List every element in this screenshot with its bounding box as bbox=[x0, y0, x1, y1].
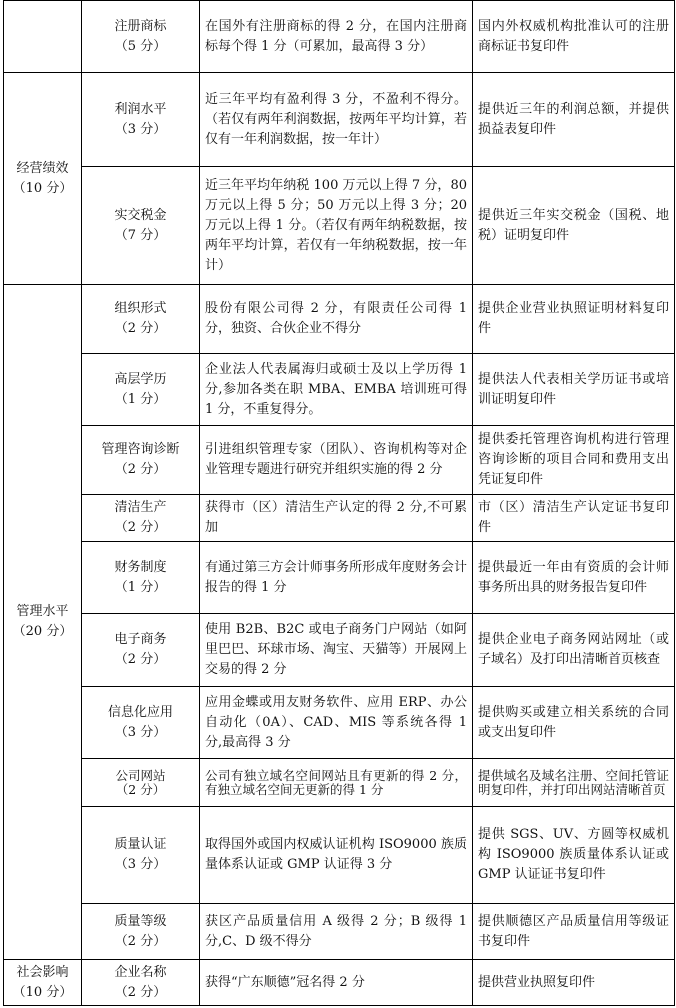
item-points: （2 分） bbox=[115, 781, 166, 797]
table-row bbox=[4, 285, 675, 354]
criteria-cell: 企业法人代表属海归或硕士及以上学历得 1 分,参加各类在职 MBA、EMBA 培训班可得 1 分，不重复得分。 bbox=[200, 354, 473, 426]
item-cell bbox=[82, 426, 200, 495]
item-points: （2 分） bbox=[114, 321, 167, 336]
item-name: 财务制度 bbox=[114, 559, 167, 575]
table-row bbox=[4, 73, 675, 167]
category-cell-empty bbox=[4, 1, 82, 73]
item-cell bbox=[82, 167, 200, 285]
item-points: （3 分） bbox=[114, 724, 167, 740]
table-row bbox=[4, 807, 675, 904]
evidence-cell: 提供顺德区产品质量信用等级证书复印件 bbox=[473, 904, 675, 960]
item-name: 清洁生产 bbox=[114, 500, 167, 515]
table-row bbox=[4, 1, 675, 73]
item-cell bbox=[82, 759, 200, 807]
criteria-cell: 在国外有注册商标的得 2 分，在国内注册商标每个得 1 分（可累加，最高得 3 分） bbox=[200, 1, 473, 73]
item-name: 公司网站 bbox=[115, 767, 166, 783]
criteria-cell: 有通过第三方会计师事务所形成年度财务会计报告的得 1 分 bbox=[200, 542, 473, 614]
item-name: 高层学历 bbox=[114, 371, 167, 387]
item-points: （2 分） bbox=[114, 652, 167, 667]
criteria-cell: 近三年平均年纳税 100 万元以上得 7 分，80 万元以上得 5 分；50 万元以上得 3 分；20 万元以上得 1 分。（若仅有两年纳税数据，按两年平均计算，若仅有一年纳税数据，按一年计） bbox=[200, 167, 473, 285]
section-name: 管理水平 bbox=[16, 604, 69, 619]
evidence-cell: 提供法人代表相关学历证书或培训证明复印件 bbox=[473, 354, 675, 426]
evidence-cell: 提供近三年实交税金（国税、地税）证明复印件 bbox=[473, 167, 675, 285]
item-points: （2 分） bbox=[114, 520, 167, 535]
criteria-cell: 获区产品质量信用 A 级得 2 分；B 级得 1 分,C、D 级不得分 bbox=[200, 904, 473, 960]
table-row bbox=[4, 687, 675, 759]
criteria-cell: 应用金蝶或用友财务软件、应用 ERP、办公自动化（0A）、CAD、MIS 等系统各得 1 分,最高得 3 分 bbox=[200, 687, 473, 759]
item-name: 注册商标 bbox=[114, 18, 167, 34]
evidence-cell: 提供购买或建立相关系统的合同或支出复印件 bbox=[473, 687, 675, 759]
item-cell bbox=[82, 904, 200, 960]
item-cell bbox=[82, 807, 200, 904]
table-row bbox=[4, 614, 675, 687]
item-cell bbox=[82, 73, 200, 167]
item-cell bbox=[82, 354, 200, 426]
item-name: 质量等级 bbox=[114, 913, 167, 929]
item-name: 实交税金 bbox=[114, 207, 167, 223]
criteria-cell: 公司有独立域名空间网站且有更新的得 2 分，有独立域名空间无更新的得 1 分 bbox=[200, 759, 473, 807]
table-row bbox=[4, 426, 675, 495]
evidence-cell: 提供企业营业执照证明材料复印件 bbox=[473, 285, 675, 354]
item-name: 管理咨询诊断 bbox=[101, 442, 180, 457]
item-points: （2 分） bbox=[114, 462, 167, 477]
section-score: （10 分） bbox=[12, 984, 73, 1000]
item-cell bbox=[82, 614, 200, 687]
table-row bbox=[4, 354, 675, 426]
item-name: 利润水平 bbox=[114, 101, 167, 117]
criteria-cell: 使用 B2B、B2C 或电子商务门户网站（如阿里巴巴、环球市场、淘宝、天猫等）开展网上交易的得 2 分 bbox=[200, 614, 473, 687]
item-points: （3 分） bbox=[114, 121, 167, 137]
table-row bbox=[4, 495, 675, 542]
item-points: （2 分） bbox=[114, 984, 167, 1000]
evidence-cell: 提供 SGS、UV、方圆等权威机构 ISO9000 族质量体系认证或 GMP 认证证书复印件 bbox=[473, 807, 675, 904]
table-row bbox=[4, 167, 675, 285]
evidence-cell: 提供营业执照复印件 bbox=[473, 960, 675, 1006]
table-row bbox=[4, 904, 675, 960]
scoring-table bbox=[3, 0, 675, 1006]
section-score: （10 分） bbox=[12, 180, 73, 196]
item-points: （3 分） bbox=[114, 857, 167, 872]
evidence-cell: 提供域名及域名注册、空间托管证明复印件，并打印出网站清晰首页 bbox=[473, 759, 675, 807]
criteria-cell: 获得市（区）清洁生产认定的得 2 分,不可累加 bbox=[200, 495, 473, 542]
item-cell bbox=[82, 687, 200, 759]
table-row bbox=[4, 759, 675, 807]
evidence-cell: 提供近三年的利润总额，并提供损益表复印件 bbox=[473, 73, 675, 167]
item-points: （1 分） bbox=[114, 579, 167, 595]
item-name: 组织形式 bbox=[114, 301, 167, 316]
item-name: 企业名称 bbox=[114, 964, 167, 980]
criteria-cell: 股份有限公司得 2 分，有限责任公司得 1 分，独资、合伙企业不得分 bbox=[200, 285, 473, 354]
item-points: （5 分） bbox=[114, 38, 167, 54]
item-name: 电子商务 bbox=[114, 632, 167, 647]
criteria-cell: 近三年平均有盈利得 3 分，不盈利不得分。（若仅有两年利润数据，按两年平均计算，若仅有一年利润数据，按一年计） bbox=[200, 73, 473, 167]
table-row bbox=[4, 960, 675, 1006]
section-management bbox=[4, 285, 82, 960]
evidence-cell: 市（区）清洁生产认定证书复印件 bbox=[473, 495, 675, 542]
criteria-cell: 获得“广东顺德”冠名得 2 分 bbox=[200, 960, 473, 1006]
section-social bbox=[4, 960, 82, 1006]
section-name: 经营绩效 bbox=[16, 160, 69, 176]
item-points: （1 分） bbox=[114, 391, 167, 407]
evidence-cell: 提供最近一年由有资质的会计师事务所出具的财务报告复印件 bbox=[473, 542, 675, 614]
item-cell bbox=[82, 285, 200, 354]
section-business bbox=[4, 73, 82, 285]
section-name: 社会影响 bbox=[16, 964, 69, 980]
item-cell bbox=[82, 542, 200, 614]
evidence-cell: 提供企业电子商务网站网址（或子域名）及打印出清晰首页核查 bbox=[473, 614, 675, 687]
evidence-cell: 提供委托管理咨询机构进行管理咨询诊断的项目合同和费用支出凭证复印件 bbox=[473, 426, 675, 495]
item-cell bbox=[82, 960, 200, 1006]
section-score: （20 分） bbox=[12, 624, 73, 639]
criteria-cell: 引进组织管理专家（团队）、咨询机构等对企业管理专题进行研究并组织实施的得 2 分 bbox=[200, 426, 473, 495]
table-row bbox=[4, 542, 675, 614]
criteria-cell: 取得国外或国内权威认证机构 ISO9000 族质量体系认证或 GMP 认证得 3 分 bbox=[200, 807, 473, 904]
item-name: 质量认证 bbox=[114, 837, 167, 852]
item-points: （2 分） bbox=[114, 933, 167, 949]
item-name: 信息化应用 bbox=[107, 704, 173, 720]
evidence-cell: 国内外权威机构批准认可的注册商标证书复印件 bbox=[473, 1, 675, 73]
item-cell bbox=[82, 495, 200, 542]
item-cell bbox=[82, 1, 200, 73]
item-points: （7 分） bbox=[114, 227, 167, 243]
